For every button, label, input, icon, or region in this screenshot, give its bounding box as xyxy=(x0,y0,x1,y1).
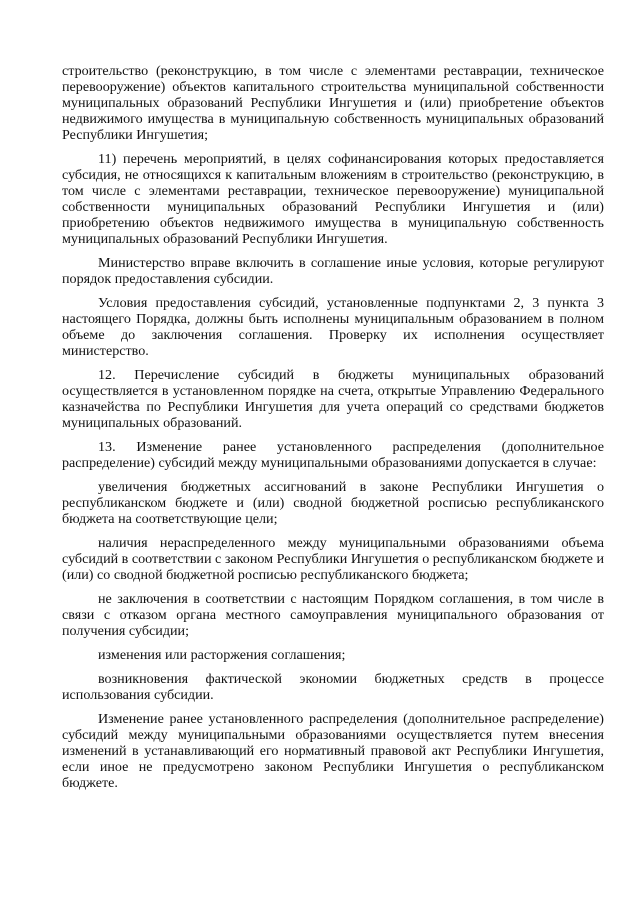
paragraph-ministry-conditions: Министерство вправе включить в соглашение иные условия, которые регулируют порядок предоставления субсидии. xyxy=(62,255,604,287)
paragraph-case-increase: увеличения бюджетных ассигнований в законе Республики Ингушетия о республиканском бюджете и (или) сводной бюджетной росписью республиканского бюджета на соответствующие цели; xyxy=(62,479,604,527)
paragraph-change-procedure: Изменение ранее установленного распределения (дополнительное распределение) субсидий между муниципальными образованиями осуществляется путем внесения изменений в устанавливающий его нормативный правовой акт Республики Ингушетия, если иное не предусмотрено законом Республики Ингушетия о республиканском бюджете. xyxy=(62,711,604,791)
paragraph-item-11: 11) перечень мероприятий, в целях софинансирования которых предоставляется субсидия, не относящихся к капитальным вложениям в строительство (реконструкцию, в том числе с элементами реставрации, техническое перевооружение) муниципальной собственности муниципальных образований Республики Ингушетия и (или) приобретению объектов недвижимого имущества в муниципальную собственность муниципальных образований Республики Ингушетия. xyxy=(62,151,604,247)
paragraph-case-savings: возникновения фактической экономии бюджетных средств в процессе использования субсидии. xyxy=(62,671,604,703)
paragraph-subsidy-conditions: Условия предоставления субсидий, установленные подпунктами 2, 3 пункта 3 настоящего Порядка, должны быть исполнены муниципальным образованием в полном объеме до заключения соглашения. Проверку их исполнения осуществляет министерство. xyxy=(62,295,604,359)
paragraph-case-change: изменения или расторжения соглашения; xyxy=(98,647,346,663)
paragraph-case-unallocated: наличия нераспределенного между муниципальными образованиями объема субсидий в соответствии с законом Республики Ингушетия о республиканском бюджете и (или) со сводной бюджетной росписью республиканского бюджета; xyxy=(62,535,604,583)
paragraph-continuation: строительство (реконструкцию, в том числе с элементами реставрации, техническое перевооружение) объектов капитального строительства муниципальной собственности муниципальных образований Республики Ингушетия и (или) приобретение объектов недвижимого имущества в муниципальную собственность муниципальных образований Республики Ингушетия; xyxy=(62,63,604,143)
paragraph-item-12: 12. Перечисление субсидий в бюджеты муниципальных образований осуществляется в установленном порядке на счета, открытые Управлению Федерального казначейства по Республики Ингушетия для учета операций со средствами бюджетов муниципальных образований. xyxy=(62,367,604,431)
paragraph-item-13: 13. Изменение ранее установленного распределения (дополнительное распределение) субсидий между муниципальными образованиями допускается в случае: xyxy=(62,439,604,471)
paragraph-case-no-agreement: не заключения в соответствии с настоящим Порядком соглашения, в том числе в связи с отказом органа местного самоуправления муниципального образования от получения субсидии; xyxy=(62,591,604,639)
